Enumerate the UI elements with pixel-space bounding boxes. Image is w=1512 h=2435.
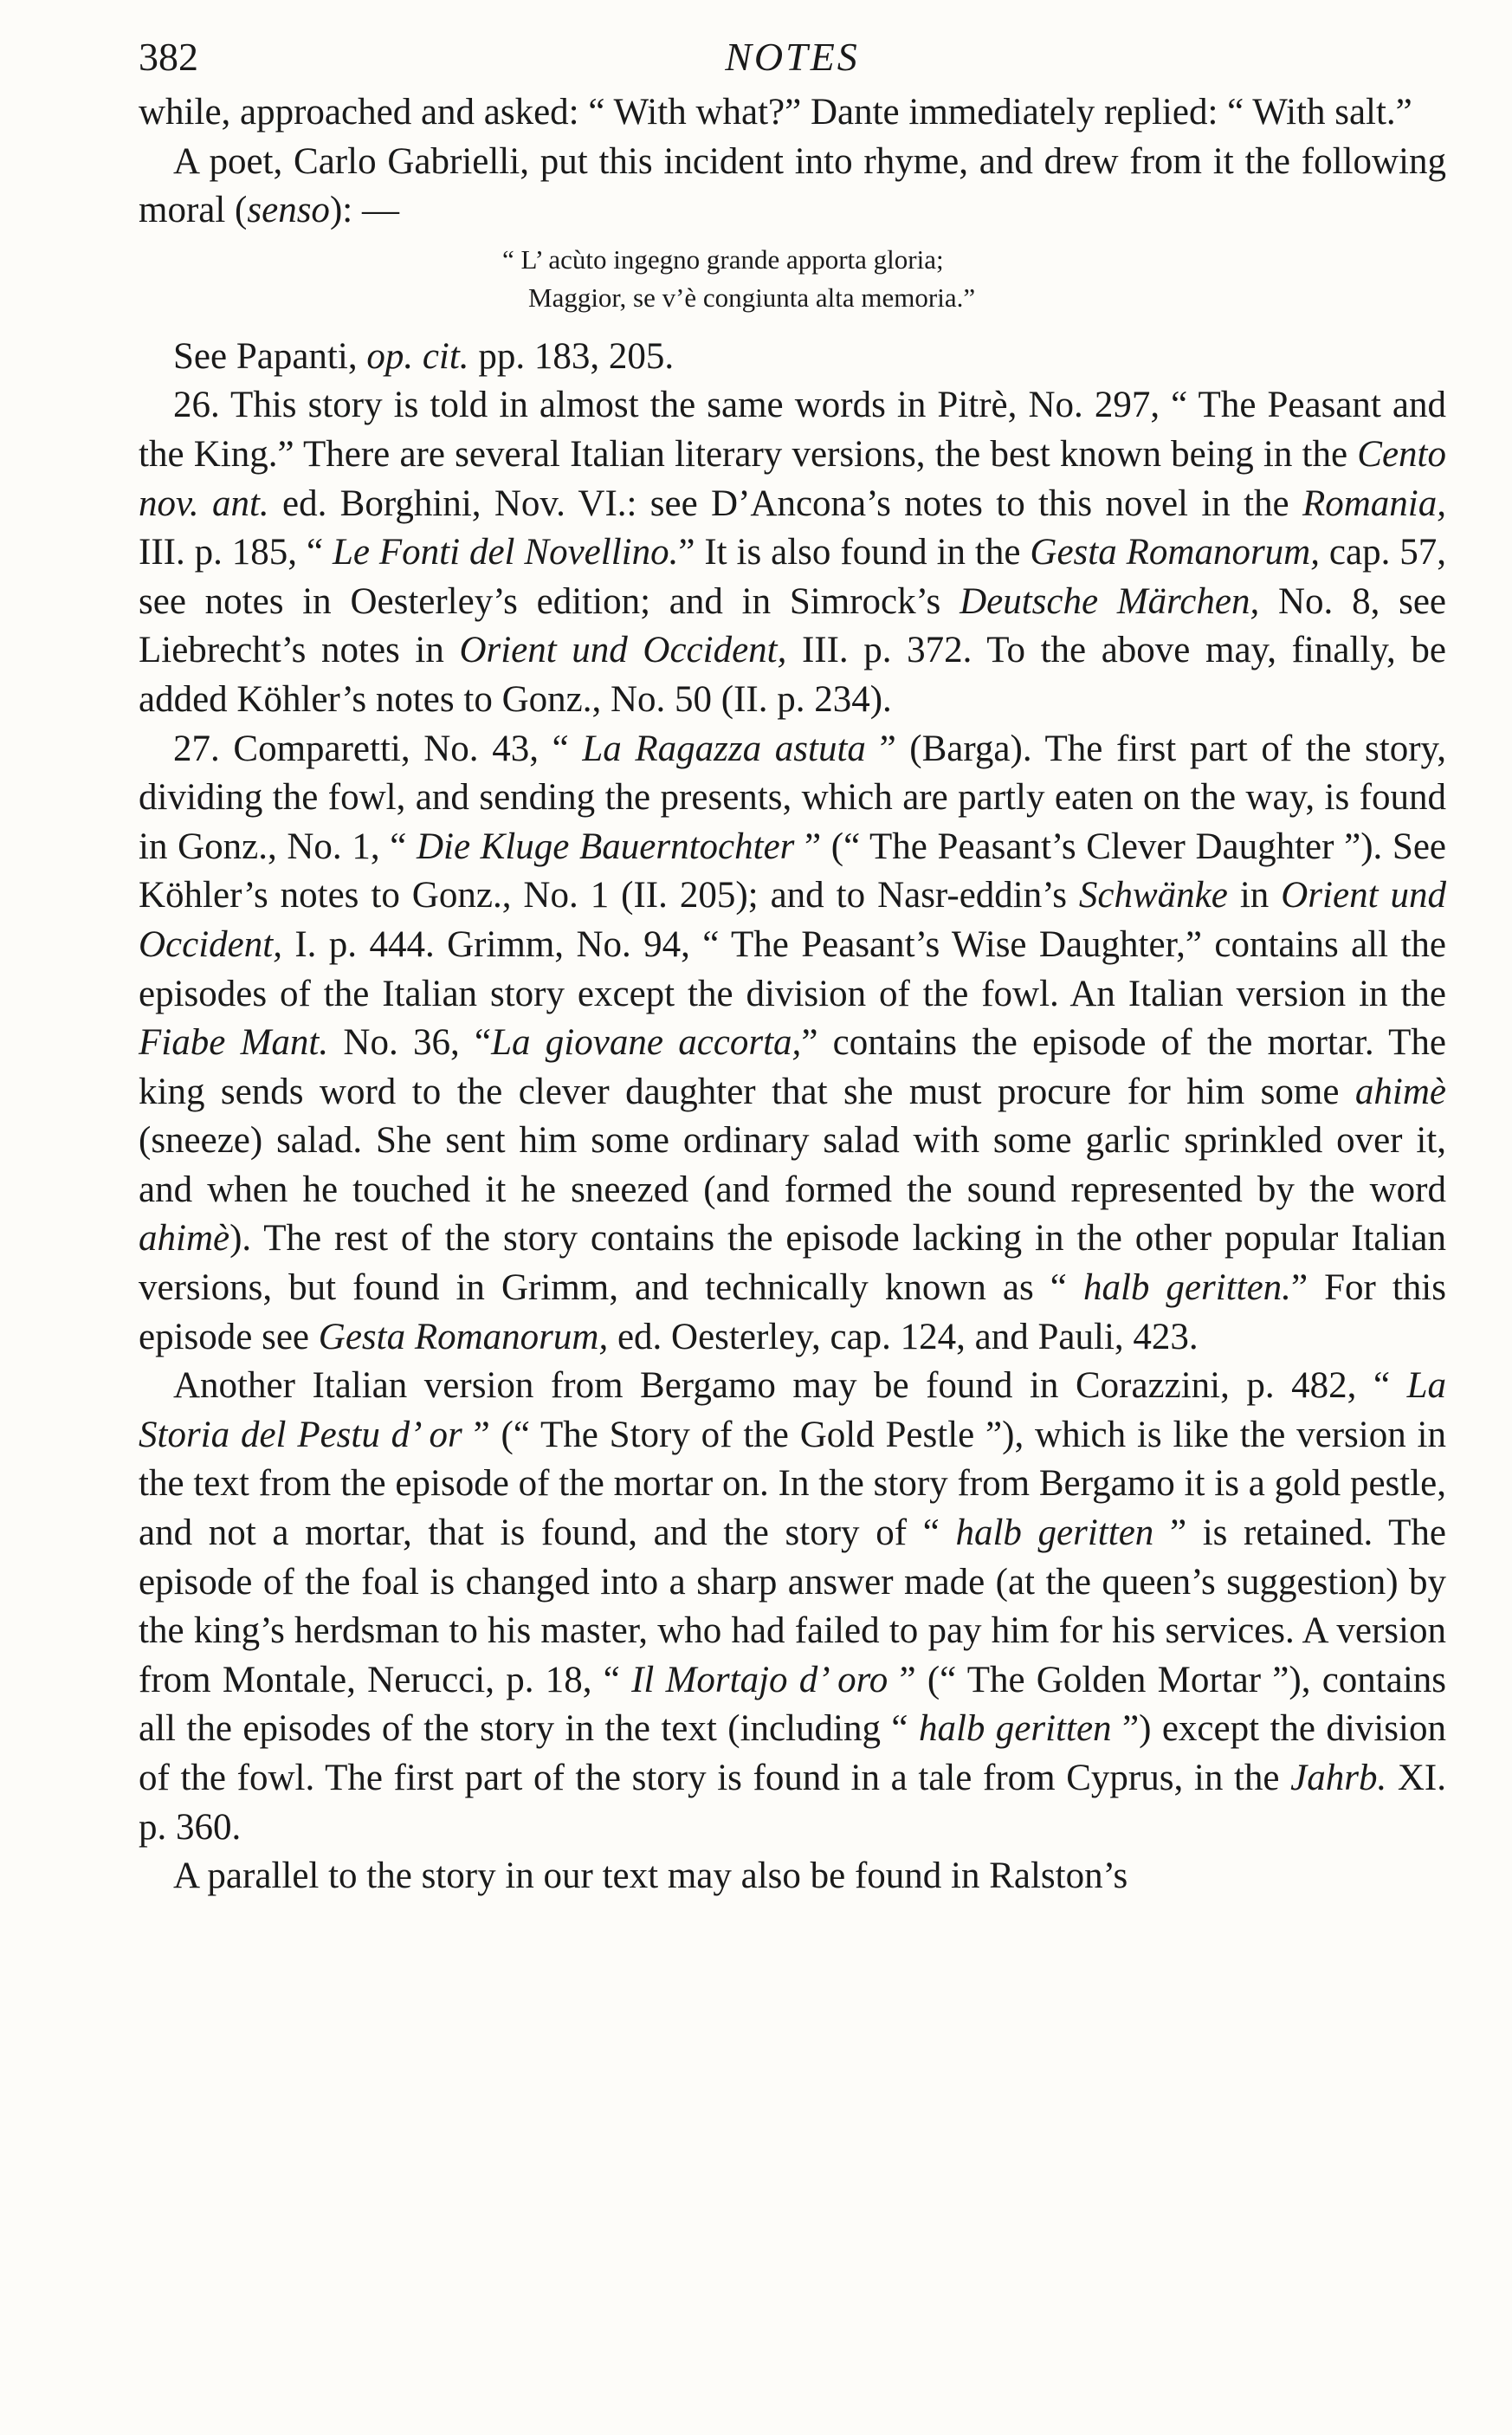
book-page	[139, 31, 1446, 1901]
page-number: 382	[139, 35, 198, 79]
verse-line: Maggior, se v’è congiunta alta memoria.”	[528, 282, 976, 313]
paragraph-bergamo: Another Italian version from Bergamo may be found in Corazzini, p. 482, “ La Storia del Pestu d’ or ” (“ The Story of the Gold Pestle ”), which is like the version in the text from the episode of the mortar on. In the story from Bergamo it is a gold pestle, and not a mortar, that is found, and the story of “ halb geritten ” is retained. The episode of the foal is changed into a sharp answer made (at the queen’s suggestion) by the king’s herdsman to his master, who had failed to pay him for his services. A version from Montale, Nerucci, p. 18, “ Il Mortajo d’ oro ” (“ The Golden Mortar ”), contains all the episodes of the story in the text (including “ halb geritten ”) except the division of the fowl. The first part of the story is found in a tale from Cyprus, in the Jahrb. XI. p. 360.	[139, 1365, 1447, 1848]
running-title: NOTES	[725, 35, 860, 79]
running-head	[139, 31, 1446, 83]
verse-line: “ L’ acùto ingegno grande apporta gloria;	[502, 243, 944, 275]
paragraph-dante-reply: while, approached and asked: “ With what?” Dante immediately replied: “ With salt.”	[139, 92, 1412, 133]
note-26: 26. This story is told in almost the same words in Pitrè, No. 297, “ The Peasant and the King.” There are several Italian literary versions, the best known being in the Cento nov. ant. ed. Borghini, Nov. VI.: see D’Ancona’s notes to this novel in the Romania, III. p. 185, “ Le Fonti del Novellino.” It is also found in the Gesta Romanorum, cap. 57, see notes in Oesterley’s edition; and in Simrock’s Deutsche Märchen, No. 8, see Liebrecht’s notes in Orient und Occident, III. p. 372. To the above may, finally, be added Köhler’s notes to Gonz., No. 50 (II. p. 234).	[139, 385, 1447, 720]
verse-quote	[139, 241, 1446, 317]
notes-text	[139, 88, 1446, 1901]
paragraph-gabrielli: A poet, Carlo Gabrielli, put this incident into rhyme, and drew from it the following moral (senso): —	[139, 140, 1446, 231]
paragraph-ralston: A parallel to the story in our text may also be found in Ralston’s	[173, 1855, 1128, 1897]
paragraph-papanti: See Papanti, op. cit. pp. 183, 205.	[173, 335, 675, 377]
note-27: 27. Comparetti, No. 43, “ La Ragazza astuta ” (Barga). The first part of the story, dividing the fowl, and sending the presents, which are partly eaten on the way, is found in Gonz., No. 1, “ Die Kluge Bauerntochter ” (“ The Peasant’s Clever Daughter ”). See Köhler’s notes to Gonz., No. 1 (II. 205); and to Nasr-eddin’s Schwänke in Orient und Occident, I. p. 444. Grimm, No. 94, “ The Peasant’s Wise Daughter,” contains all the episodes of the Italian story except the division of the fowl. An Italian version in the Fiabe Mant. No. 36, “La giovane accorta,” contains the episode of the mortar. The king sends word to the clever daughter that she must procure for him some ahimè (sneeze) salad. She sent him some ordinary salad with some garlic sprinkled over it, and when he touched it he sneezed (and formed the sound represented by the word ahimè). The rest of the story contains the episode lacking in the other popular Italian versions, but found in Grimm, and technically known as “ halb geritten.” For this episode see Gesta Romanorum, ed. Oesterley, cap. 124, and Pauli, 423.	[139, 728, 1446, 1357]
